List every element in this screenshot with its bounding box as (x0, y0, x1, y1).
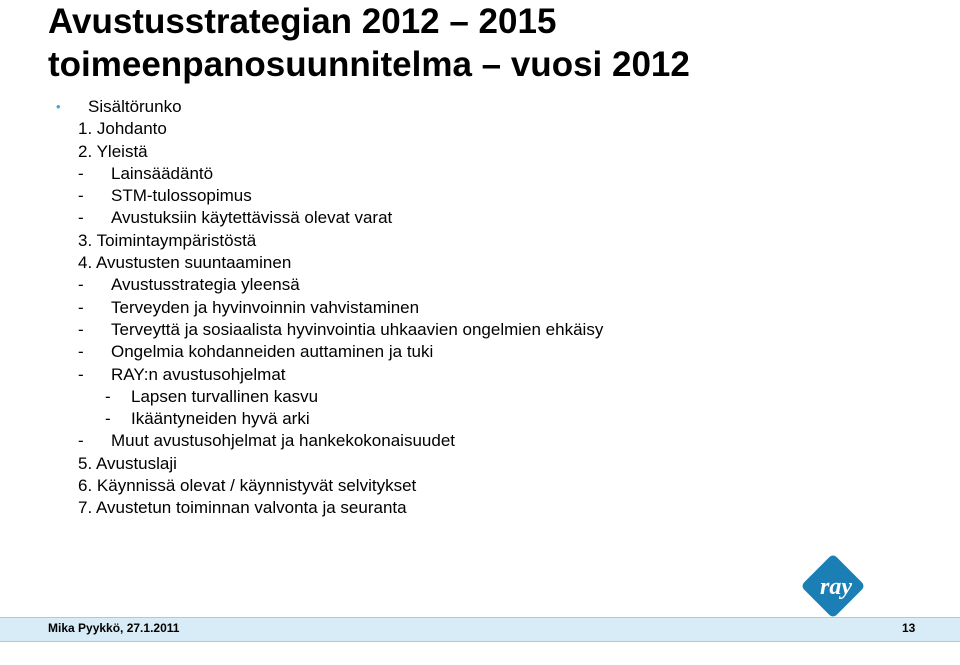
list-item (48, 274, 928, 296)
dash-marker: - (78, 275, 84, 295)
numbered-item-text: 6. Käynnissä olevat / käynnistyvät selvitykset (78, 476, 417, 496)
list-item (48, 185, 928, 207)
list-item (48, 497, 928, 519)
sub-item-text: RAY:n avustusohjelmat (111, 364, 286, 384)
dash-marker: - (78, 431, 84, 451)
list-item (48, 252, 928, 274)
title-line-1: Avustusstrategian 2012 – 2015 (48, 2, 557, 41)
sub-item-text: STM-tulossopimus (111, 186, 252, 206)
dash-marker: - (78, 208, 84, 228)
list-item (48, 364, 928, 386)
footer-page-number: 13 (902, 621, 916, 635)
list-item (48, 430, 928, 452)
list-item (48, 207, 928, 229)
sub-item-text: Terveyttä ja sosiaalista hyvinvointia uhkaavien ongelmien ehkäisy (111, 319, 604, 339)
numbered-item-text: 4. Avustusten suuntaaminen (78, 253, 292, 273)
numbered-item-text: 5. Avustuslaji (78, 453, 177, 473)
sub-item-text: Terveyden ja hyvinvoinnin vahvistaminen (111, 297, 420, 317)
dash-marker: - (78, 342, 84, 362)
list-item (48, 475, 928, 497)
ray-logo-icon (790, 555, 885, 617)
slide-title (48, 0, 948, 86)
dash-marker: - (78, 186, 84, 206)
sub-item-text: Avustuksiin käytettävissä olevat varat (111, 208, 393, 228)
list-item (48, 297, 928, 319)
content-list (48, 96, 928, 520)
list-item (48, 408, 928, 430)
list-item (48, 386, 928, 408)
bullet-dot-icon: • (56, 99, 61, 114)
list-item (48, 118, 928, 140)
title-line-2: toimeenpanosuunnitelma – vuosi 2012 (48, 45, 690, 84)
list-item (48, 141, 928, 163)
footer-author-date: Mika Pyykkö, 27.1.2011 (48, 621, 180, 635)
list-item (48, 453, 928, 475)
numbered-item-text: 3. Toimintaympäristöstä (78, 230, 257, 250)
sub-item-text: Lainsäädäntö (111, 163, 214, 183)
numbered-item-text: 7. Avustetun toiminnan valvonta ja seuranta (78, 498, 407, 518)
numbered-item-text: 2. Yleistä (78, 141, 148, 161)
list-item (48, 341, 928, 363)
subsub-item-text: Ikääntyneiden hyvä arki (131, 409, 310, 429)
dash-marker: - (78, 364, 84, 384)
dash-marker: - (105, 409, 111, 429)
dash-marker: - (78, 297, 84, 317)
dash-marker: - (105, 386, 111, 406)
dash-marker: - (78, 163, 84, 183)
list-heading: Sisältörunko (88, 97, 182, 116)
numbered-item-text: 1. Johdanto (78, 119, 167, 139)
dash-marker: - (78, 319, 84, 339)
sub-item-text: Avustusstrategia yleensä (111, 275, 300, 295)
list-item (48, 230, 928, 252)
sub-item-text: Muut avustusohjelmat ja hankekokonaisuudet (111, 431, 455, 451)
subsub-item-text: Lapsen turvallinen kasvu (131, 386, 319, 406)
list-item (48, 319, 928, 341)
list-items (48, 118, 928, 519)
logo-text: ray (820, 574, 852, 600)
list-item (48, 163, 928, 185)
sub-item-text: Ongelmia kohdanneiden auttaminen ja tuki (111, 342, 434, 362)
list-heading-row (48, 96, 928, 118)
